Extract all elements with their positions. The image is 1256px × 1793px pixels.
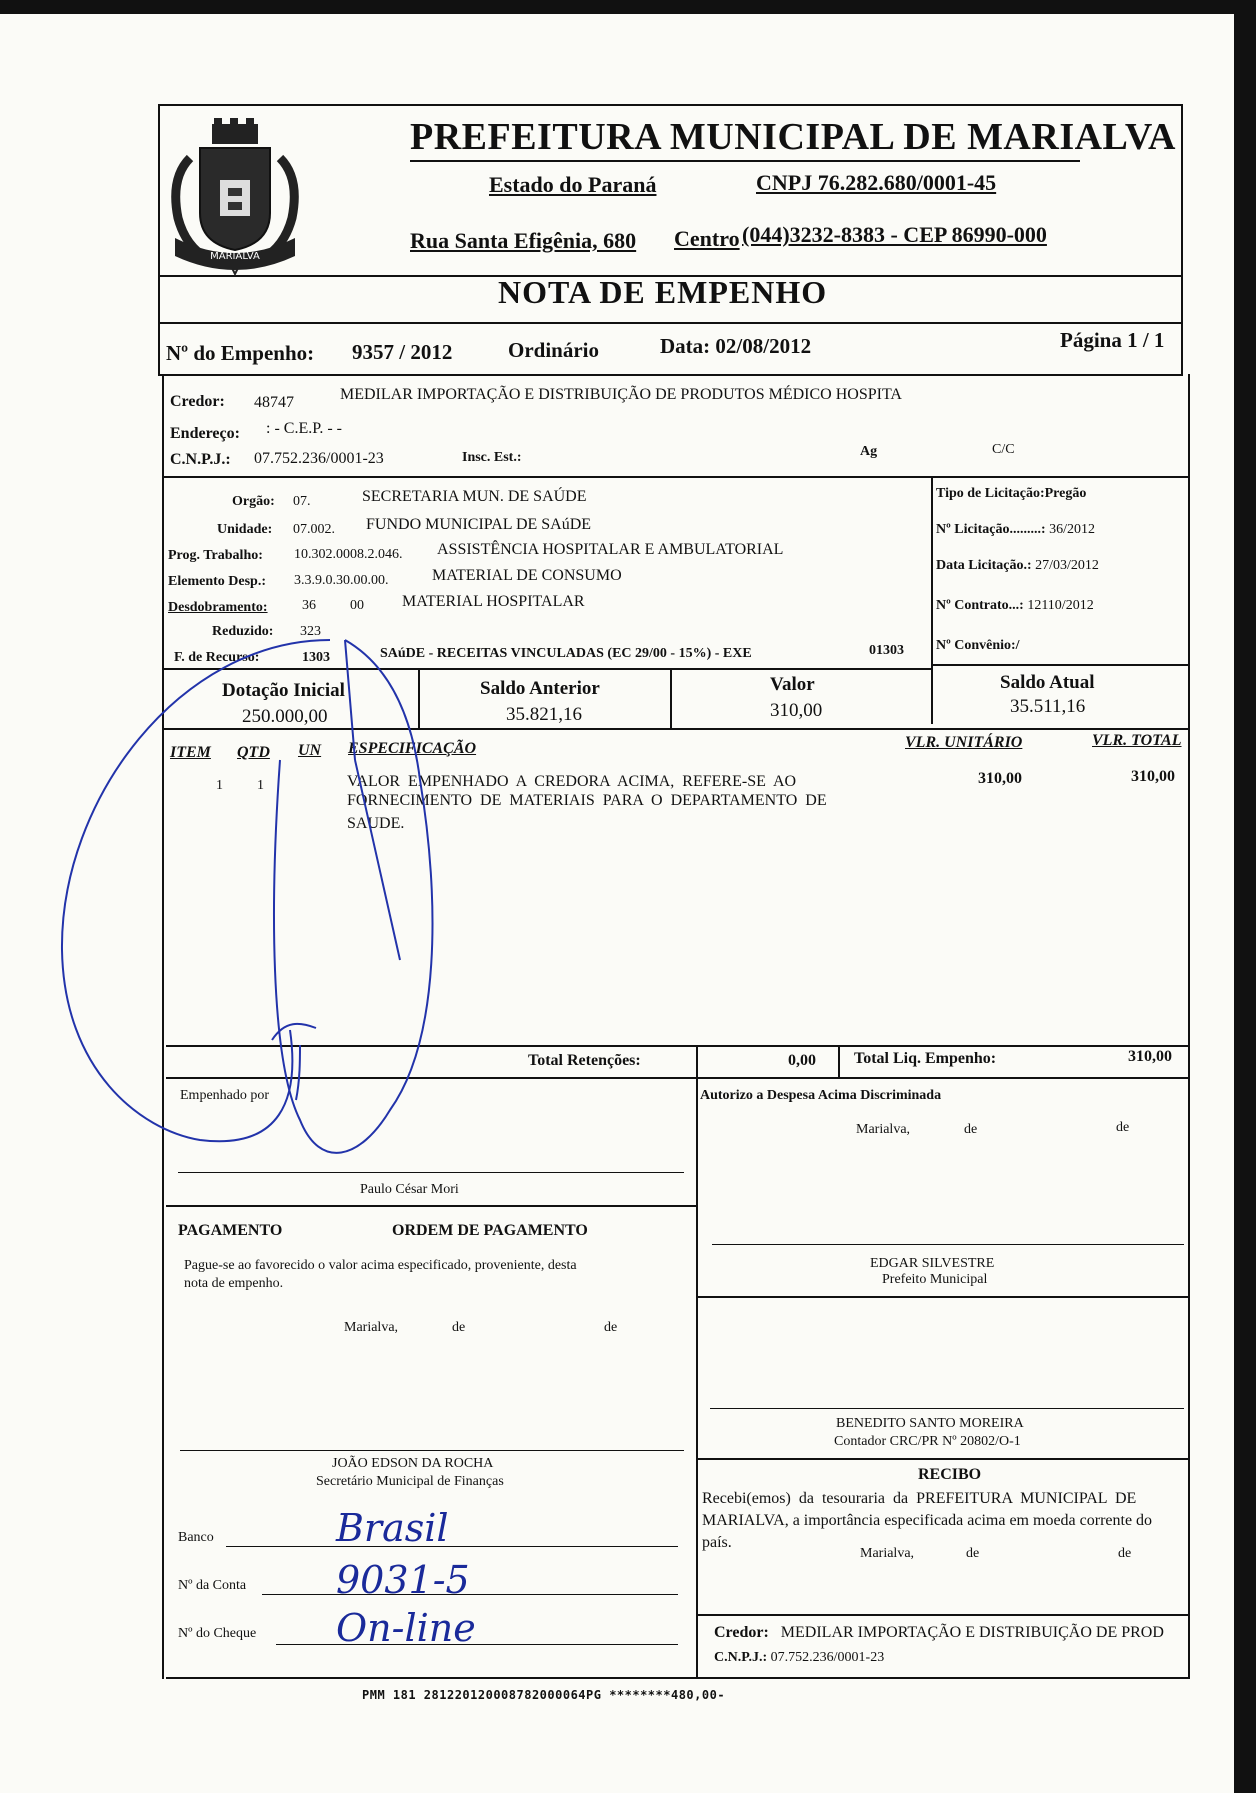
col-vlr-unitario: VLR. UNITÁRIO [905,734,1023,751]
saldo-anterior-label: Saldo Anterior [480,678,600,699]
credor-label: Credor: [170,393,225,410]
recibo-cnpj-label: C.N.P.J.: [714,1650,768,1665]
recurso-number: 01303 [869,643,904,658]
convenio-label: Nº Convênio:/ [936,638,1020,653]
prefeito-name: EDGAR SILVESTRE [870,1256,995,1271]
pagamento-de1: de [452,1320,466,1335]
cheque-handwritten: On-line [336,1606,476,1650]
retencoes-label: Total Retenções: [528,1052,641,1069]
footer-code: PMM 181 281220120008782000064PG ********480,00- [362,1688,726,1702]
recurso-label: F. de Recurso: [174,650,260,665]
empenho-type: Ordinário [508,338,600,362]
orgao-code: 07. [293,494,311,509]
banco-handwritten: Brasil [336,1506,449,1550]
empenhado-label: Empenhado por [180,1088,270,1103]
desdobramento-code: 36 [302,598,316,613]
ordem-pagamento-label: ORDEM DE PAGAMENTO [392,1222,588,1239]
col-un: UN [298,742,322,759]
row-spec-line1: VALOR EMPENHADO A CREDORA ACIMA, REFERE-SE AO [347,773,797,790]
unidade-code: 07.002. [293,522,335,537]
contrato-label: Nº Contrato...: [936,598,1024,613]
page-number: Página 1 / 1 [1060,328,1165,352]
retencoes-value: 0,00 [788,1052,816,1069]
contrato-number: 12110/2012 [1027,598,1094,613]
licitacao-number-label: Nº Licitação.........: [936,522,1046,537]
district-label: Centro [674,226,740,251]
contador-name: BENEDITO SANTO MOREIRA [836,1416,1024,1431]
valor-label: Valor [770,674,815,695]
pagamento-text-line2: nota de empenho. [184,1276,284,1291]
autorizo-de2: de [1116,1120,1130,1135]
state-label: Estado do Paraná [489,172,657,197]
orgao-label: Orgão: [232,494,275,509]
empenhado-signer: Paulo César Mori [360,1182,459,1197]
desdobramento-label: Desdobramento: [168,600,268,615]
recibo-credor-name: MEDILAR IMPORTAÇÃO E DISTRIBUIÇÃO DE PROD [780,1624,1164,1641]
dotacao-label: Dotação Inicial [222,680,345,701]
recibo-title: RECIBO [918,1466,982,1483]
empenho-date: Data: 02/08/2012 [660,334,812,358]
licitacao-date: 27/03/2012 [1035,558,1099,573]
recibo-line3: país. [702,1534,732,1551]
desdobramento-sub: 00 [350,598,364,613]
autorizo-de1: de [964,1122,978,1137]
pagamento-de2: de [604,1320,618,1335]
desdobramento-name: MATERIAL HOSPITALAR [402,593,585,610]
row-unit-price: 310,00 [978,770,1022,787]
row-item: 1 [216,778,223,793]
col-especificacao: ESPECIFICAÇÃO [348,740,477,757]
credor-cnpj-label: C.N.P.J.: [170,451,231,468]
dotacao-value: 250.000,00 [242,706,328,727]
unidade-name: FUNDO MUNICIPAL DE SAúDE [366,516,592,533]
credor-code: 48747 [254,394,294,411]
cheque-label: Nº do Cheque [178,1626,257,1641]
crest-label: MARIALVA [210,251,260,262]
cnpj-label: CNPJ 76.282.680/0001-45 [756,170,997,195]
row-total: 310,00 [1131,768,1175,785]
pagamento-text-line1: Pague-se ao favorecido o valor acima especificado, proveniente, desta [184,1258,577,1273]
recibo-credor-label: Credor: [714,1624,769,1641]
reduzido-label: Reduzido: [212,624,274,639]
autorizo-place: Marialva, [856,1122,911,1137]
prefeito-role: Prefeito Municipal [882,1272,988,1287]
unidade-label: Unidade: [217,522,273,537]
recibo-de2: de [1118,1546,1132,1561]
recibo-place: Marialva, [860,1546,915,1561]
secretario-name: JOÃO EDSON DA ROCHA [332,1456,494,1471]
prog-name: ASSISTÊNCIA HOSPITALAR E AMBULATORIAL [437,541,784,558]
reduzido-value: 323 [300,624,321,639]
row-spec-line2: FORNECIMENTO DE MATERIAIS PARA O DEPARTAMENTO DE [347,792,827,809]
tipo-licitacao: Tipo de Licitação:Pregão [936,486,1087,501]
empenho-number: 9357 / 2012 [352,340,453,364]
address-field-label: Endereço: [170,425,240,442]
municipal-crest-icon [160,118,310,278]
row-qtd: 1 [257,778,264,793]
banco-label: Banco [178,1530,214,1545]
recibo-de1: de [966,1546,980,1561]
recibo-line1: Recebi(emos) da tesouraria da PREFEITURA MUNICIPAL DE [702,1490,1137,1507]
prog-code: 10.302.0008.2.046. [294,547,403,562]
prog-label: Prog. Trabalho: [168,548,263,563]
liq-empenho-value: 310,00 [1128,1048,1172,1065]
credor-cnpj: 07.752.236/0001-23 [254,450,384,467]
secretario-role: Secretário Municipal de Finanças [316,1474,504,1489]
recurso-code: 1303 [302,650,330,665]
insc-est-label: Insc. Est.: [462,450,522,465]
credor-name: MEDILAR IMPORTAÇÃO E DISTRIBUIÇÃO DE PRODUTOS MÉDICO HOSPITA [340,386,902,403]
cc-label: C/C [992,442,1015,457]
recibo-line2: MARIALVA, a importância especificada acima em moeda corrente do [702,1512,1153,1529]
scan-edge-right [1234,0,1256,1793]
phone-cep-label: (044)3232-8383 - CEP 86990-000 [742,222,1047,247]
orgao-name: SECRETARIA MUN. DE SAÚDE [362,488,587,505]
page-title: PREFEITURA MUNICIPAL DE MARIALVA [410,116,1176,158]
valor-value: 310,00 [770,700,823,721]
ag-label: Ag [860,444,878,459]
licitacao-date-label: Data Licitação.: [936,558,1032,573]
col-qtd: QTD [237,744,270,761]
autorizo-label: Autorizo a Despesa Acima Discriminada [700,1088,942,1103]
elemento-name: MATERIAL DE CONSUMO [432,567,622,584]
conta-handwritten: 9031-5 [336,1558,470,1602]
liq-empenho-label: Total Liq. Empenho: [854,1050,997,1067]
elemento-code: 3.3.9.0.30.00.00. [294,573,389,588]
licitacao-number: 36/2012 [1049,522,1095,537]
scan-edge-top [0,0,1256,14]
col-item: ITEM [170,744,211,761]
empenho-label: Nº do Empenho: [166,341,315,365]
col-vlr-total: VLR. TOTAL [1092,732,1182,749]
conta-label: Nº da Conta [178,1578,247,1593]
document-title: NOTA DE EMPENHO [498,274,828,310]
recibo-cnpj: 07.752.236/0001-23 [770,1650,885,1665]
saldo-anterior-value: 35.821,16 [506,704,582,725]
row-spec-line3: SAUDE. [347,815,405,832]
pagamento-place: Marialva, [344,1320,399,1335]
pagamento-label: PAGAMENTO [178,1222,283,1239]
saldo-atual-value: 35.511,16 [1010,696,1086,717]
elemento-label: Elemento Desp.: [168,574,266,589]
address-label: Rua Santa Efigênia, 680 [410,228,637,253]
credor-address: : - C.E.P. - - [266,420,342,437]
recurso-name: SAúDE - RECEITAS VINCULADAS (EC 29/00 - 15%) - EXE [380,646,752,661]
contador-role: Contador CRC/PR Nº 20802/O-1 [834,1434,1021,1449]
saldo-atual-label: Saldo Atual [1000,672,1095,693]
